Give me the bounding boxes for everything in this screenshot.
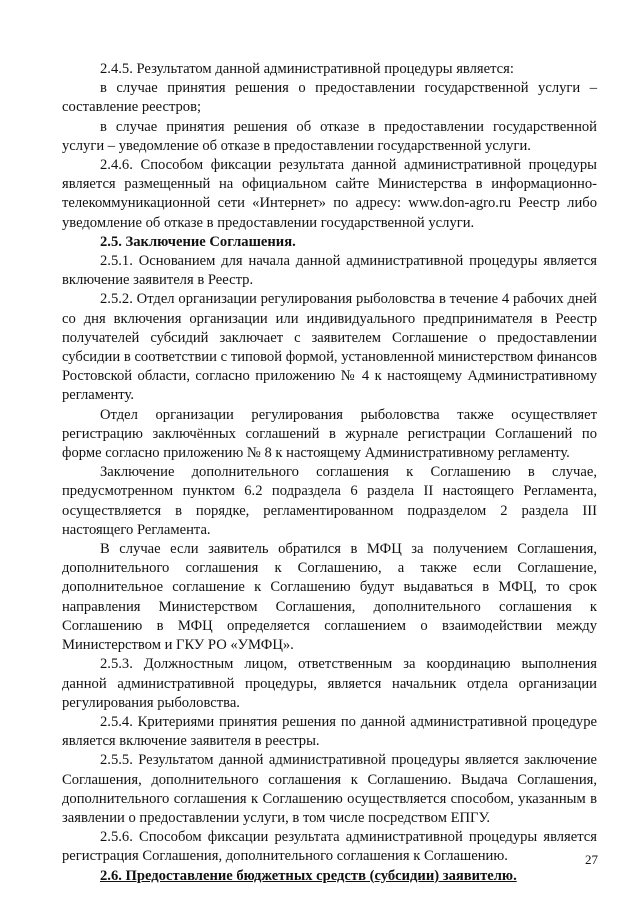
page-number: 27: [585, 852, 598, 867]
paragraph-2-5-5: 2.5.5. Результатом данной административной процедуры является заключение Соглашения, дополнительного соглашения к Соглашению. Выдача Соглашения, дополнительного соглашения к Соглашению осуществляется способом, указанным в заявлении о предоставлении услуги, в том числе посредством ЕПГУ.: [62, 752, 597, 826]
section-heading-2-5: 2.5. Заключение Соглашения.: [100, 233, 296, 250]
paragraph-2-5-1: 2.5.1. Основанием для начала данной административной процедуры является включение заявителя в Реестр.: [62, 253, 597, 289]
paragraph-2-4-6: 2.4.6. Способом фиксации результата данной административной процедуры является размещенный на официальном сайте Министерства в информационно-телекоммуникационной сети «Интернет» по адресу: www.don-agro.ru Реестр либо уведомление об отказе в предоставлении государственной услуги.: [62, 157, 597, 231]
paragraph-2-5-2: 2.5.2. Отдел организации регулирования рыболовства в течение 4 рабочих дней со дня включения организации или индивидуального предпринимателя в Реестр получателей субсидий заключает с заявителем Соглашение о предоставлении субсидии в соответствии с типовой формой, установленной министерством финансов Ростовской области, согласно приложению № 4 к настоящему Административному регламенту.: [62, 291, 597, 404]
paragraph-refusal-case: в случае принятия решения об отказе в предоставлении государственной услуги – уведомление об отказе в предоставлении государственной услуги.: [62, 118, 597, 154]
paragraph-approval-case: в случае принятия решения о предоставлении государственной услуги – составление реестров;: [62, 80, 597, 116]
paragraph-2-5-3: 2.5.3. Должностным лицом, ответственным за координацию выполнения данной административной процедуры, является начальник отдела организации регулирования рыболовства.: [62, 656, 597, 711]
paragraph-mfc: В случае если заявитель обратился в МФЦ за получением Соглашения, дополнительного соглашения к Соглашению, а также если Соглашение, дополнительное соглашение к Соглашению будут выдаваться в МФЦ, то срок направления Министерством Соглашения, дополнительного соглашения к Соглашению в МФЦ определяется соглашением о взаимодействии между Министерством и ГКУ РО «УМФЦ».: [62, 541, 597, 654]
document-body: [62, 60, 597, 886]
paragraph-2-4-5: 2.4.5. Результатом данной административной процедуры является:: [100, 61, 514, 77]
paragraph-additional-agreement: Заключение дополнительного соглашения к Соглашению в случае, предусмотренном пунктом 6.2 подраздела 6 раздела II настоящего Регламента, осуществляется в порядке, регламентированном подразделом 2 раздела III настоящего Регламента.: [62, 464, 597, 538]
paragraph-2-5-4: 2.5.4. Критериями принятия решения по данной административной процедуре является включение заявителя в реестры.: [62, 713, 597, 750]
paragraph-registration: Отдел организации регулирования рыболовства также осуществляет регистрацию заключённых соглашений в журнале регистрации Соглашений по форме согласно приложению № 8 к настоящему Административному регламенту.: [62, 406, 597, 462]
section-heading-2-6-text: 2.6. Предоставление бюджетных средств (субсидии) заявителю.: [100, 867, 517, 884]
paragraph-2-5-6: 2.5.6. Способом фиксации результата административной процедуры является регистрация Соглашения, дополнительного соглашения к Соглашению.: [62, 829, 597, 865]
section-heading-2-6: [62, 867, 597, 886]
